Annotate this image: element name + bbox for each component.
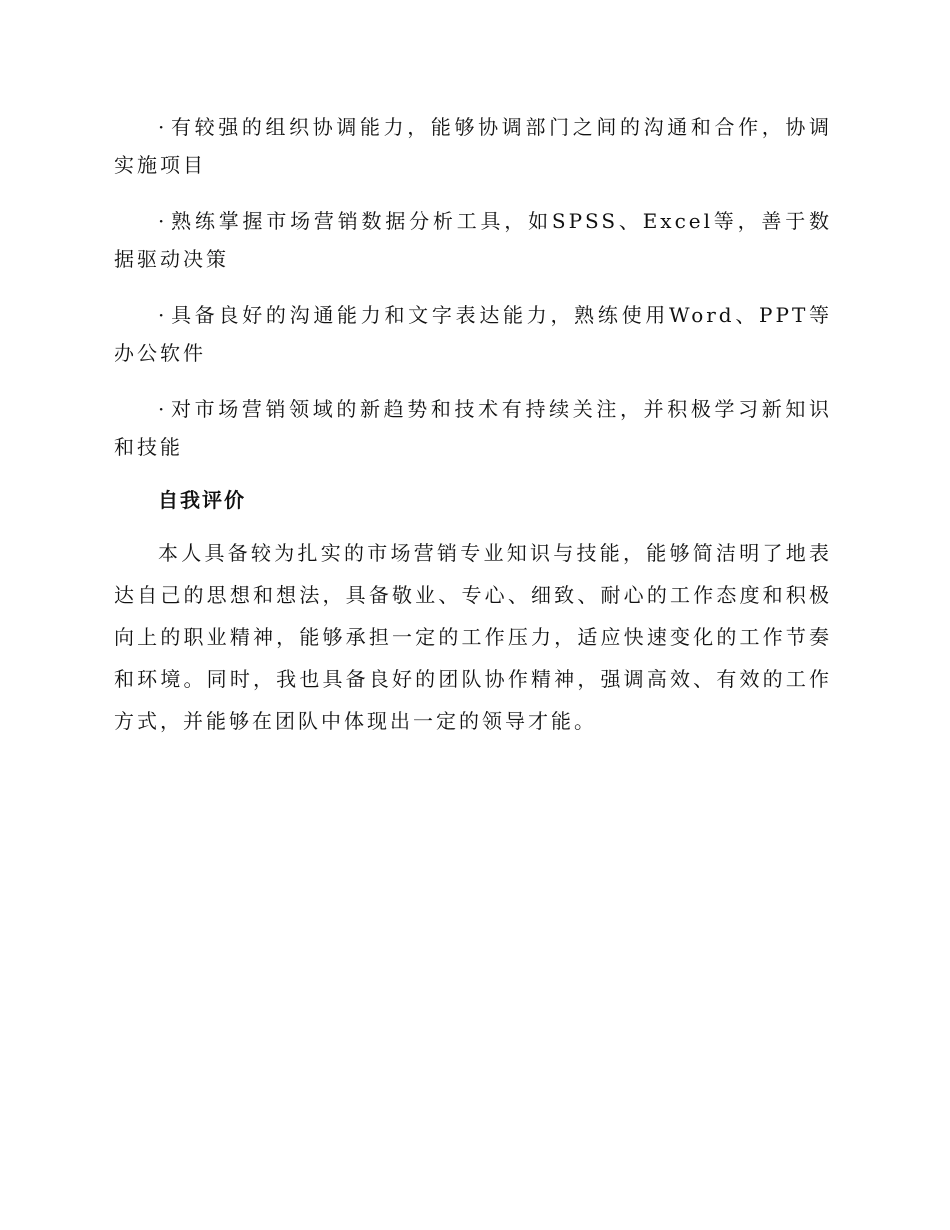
bullet-dot: · (158, 397, 165, 421)
skill-text: 熟练掌握市场营销数据分析工具，如SPSS、Excel等，善于数据驱动决策 (114, 209, 832, 271)
skill-item (114, 390, 832, 466)
skill-text: 具备良好的沟通能力和文字表达能力，熟练使用Word、PPT等办公软件 (114, 303, 832, 365)
bullet-dot: · (158, 115, 165, 139)
skill-item (114, 202, 832, 278)
self-evaluation-paragraph: 本人具备较为扎实的市场营销专业知识与技能，能够简洁明了地表达自己的思想和想法，具备敬业、专心、细致、耐心的工作态度和积极向上的职业精神，能够承担一定的工作压力，适应快速变化的工作节奏和环境。同时，我也具备良好的团队协作精神，强调高效、有效的工作方式，并能够在团队中体现出一定的领导才能。 (114, 541, 832, 733)
bullet-dot: · (158, 209, 165, 233)
skill-item (114, 108, 832, 184)
skill-item (114, 296, 832, 372)
skills-list (114, 108, 832, 466)
skill-text: 对市场营销领域的新趋势和技术有持续关注，并积极学习新知识和技能 (114, 397, 832, 459)
section-heading-self-evaluation: 自我评价 (158, 488, 246, 512)
skill-text: 有较强的组织协调能力，能够协调部门之间的沟通和合作，协调实施项目 (114, 115, 832, 177)
bullet-dot: · (158, 303, 165, 327)
